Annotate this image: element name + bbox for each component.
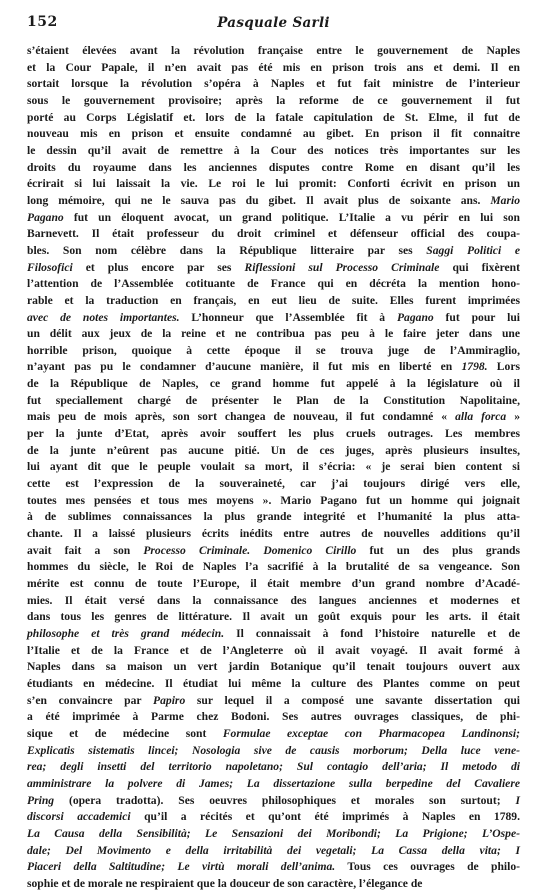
text-segment: mais peu de mois après, son sort changea de nouveau, il fut condamné « [27, 410, 456, 424]
text-line [27, 743, 520, 760]
text-segment: chante. Il a laissé plusieurs écrits inédits entre autres de nouvelles additions qu’il [27, 527, 520, 541]
text-line [27, 443, 520, 460]
italic-segment: Riflessioni sul Processo Criminale [244, 260, 440, 274]
italic-segment: Pring [27, 793, 55, 807]
page-number: 152 [27, 14, 58, 30]
text-line [27, 826, 520, 843]
text-segment: a été imprimée à Parme chez Bodoni. Ses autres ouvrages classiques, de phi- [27, 710, 520, 724]
text-line [27, 709, 520, 726]
text-line [27, 176, 520, 193]
text-segment: fut speciallement chargé de présenter le Plan de la Constitution Napolitaine, [27, 393, 520, 407]
italic-segment: Saggi Politici e [426, 243, 520, 257]
text-line [27, 326, 520, 343]
italic-segment: I [515, 793, 520, 807]
text-segment: rable et la traduction en français, en eut lieu de suite. Elles furent imprimées [27, 293, 520, 307]
italic-segment: 1798. [461, 360, 488, 374]
text-line [27, 843, 520, 860]
text-segment: un délit aux jeux de la reine et ne contribua pas peu à le faire jeter dans une [27, 327, 520, 341]
text-segment: de la junte n’eûrent pas aucune pitié. Un de ces juges, après plusieurs insultes, [27, 443, 520, 457]
italic-segment: discorsi accademici [27, 810, 131, 824]
text-segment: dans tous les genres de littérature. Il avait un goût exquis pour les arts. il était [27, 610, 520, 624]
text-line [27, 60, 520, 77]
text-segment: Il connaissait à fond l’histoire naturelle et de [224, 626, 520, 640]
text-segment: sique et de médecine sont [27, 726, 223, 740]
text-line [27, 243, 520, 260]
text-line [27, 676, 520, 693]
text-line [27, 76, 520, 93]
italic-segment: Explicatis sistematis lincei; Nosologia sive de causis morborum; Della luce vene- [27, 743, 520, 757]
italic-segment: philosophe et très grand médecin. [27, 626, 225, 640]
italic-segment: Mario [490, 193, 520, 207]
body-text [27, 43, 520, 892]
text-segment: sous le gouvernement provisoire; après la reforme de ce gouvernement il fut [27, 93, 520, 107]
text-segment: fut un des plus grands [356, 543, 520, 557]
italic-segment: Piaceri della Saltitudine; Le virtù morali dell’anima. [27, 860, 336, 874]
text-line [27, 643, 520, 660]
italic-segment: Pagano [396, 310, 434, 324]
text-segment: qu’il a récités et qu’ont été imprimés à Naples en 1789. [130, 810, 520, 824]
text-line [27, 459, 520, 476]
text-line [27, 43, 520, 60]
text-line [27, 293, 520, 310]
text-line [27, 626, 520, 643]
text-segment: sur lequel il a composé une savante dissertation qui [185, 693, 520, 707]
text-segment: l’attention de l’Assemblée cotituante de France qui en décréta la mention hono- [27, 277, 520, 291]
text-segment: s’en convaincre par [27, 693, 154, 707]
text-line [27, 693, 520, 710]
text-segment: Lors [487, 360, 520, 374]
text-line [27, 659, 520, 676]
text-line [27, 859, 520, 876]
text-segment: étudiants en médecine. Il étudiat lui même la culture des Plantes comme on peut [27, 676, 520, 690]
text-segment: cette est l’expression de la souveraineté, car j’ai toujours dirigé vers elle, [27, 477, 520, 491]
text-segment: s’étaient élevées avant la révolution française entre le gouvernement de Naples [27, 44, 520, 57]
text-segment: bles. Son nom célèbre dans la République litteraire par ses [27, 243, 427, 257]
text-segment: fut un éloquent avocat, un grand politique. L’Italie a vu périr en lui son [63, 210, 520, 224]
text-segment: Tous ces ouvrages de philo- [335, 860, 521, 874]
text-line [27, 226, 520, 243]
text-segment: lui ayant dit que le peuple voulait sa mort, il s’écria: « je serai bien content si [27, 460, 520, 474]
text-segment: et la Cour Papale, il n’en avait pas été mis en prison trois ans et demi. Il en [27, 60, 520, 74]
text-line [27, 260, 520, 277]
text-segment: per la junte d’Etat, après avoir souffert les plus cruels outrages. Les membres [27, 427, 520, 441]
text-segment: qui fixèrent [439, 260, 520, 274]
text-segment: nouveau mis en prison et ensuite condamné au gibet. En prison il fit connaitre [27, 127, 520, 141]
text-line [27, 110, 520, 127]
text-line [27, 726, 520, 743]
text-segment: n’ayant pas pu le condamner d’aucune manière, il fut mis en liberté en [27, 360, 462, 374]
text-line [27, 426, 520, 443]
text-line [27, 609, 520, 626]
text-line [27, 193, 520, 210]
text-segment: » [506, 410, 521, 424]
text-line [27, 393, 520, 410]
text-segment: toutes mes pensées et tous mes moyens ». Mario Pagano fut un homme qui joignait [27, 493, 520, 507]
text-segment: mies. Il était versé dans la connaissance des langues anciennes et modernes et [27, 593, 520, 607]
italic-segment: avec de notes importantes. [27, 310, 180, 324]
text-segment: (opera tradotta). Ses oeuvres philosophiques et morales son surtout; [54, 793, 516, 807]
italic-segment: Pagano [27, 210, 64, 224]
text-line [27, 126, 520, 143]
text-line [27, 509, 520, 526]
text-segment: de la République de Naples, ce grand homme fut appelé à la législature où il [27, 377, 520, 391]
text-segment: écrirait si lui laissait la vie. Le roi le lui promit: Conforti écrivit en prison un [27, 177, 520, 191]
text-line [27, 576, 520, 593]
italic-segment: Processo Criminale. Domenico Cirillo [143, 543, 357, 557]
italic-segment: Formulae exceptae con Pharmacopea Landinonsi; [222, 726, 520, 740]
text-segment: l’Italie et de la France et de l’Angleterre où il avait voyagé. Il avait formé à [27, 643, 520, 657]
text-segment: Barnevett. Il était professeur du droit criminel et défenseur official des coupa- [27, 227, 520, 241]
text-segment: et plus encore par ses [72, 260, 245, 274]
text-segment: sophie et de morale ne respiraient que la douceur de son caractère, l’élegance de [27, 876, 423, 890]
text-segment: hommes du siècle, le Roi de Naples l’a sacrifié à la brutalité de sa vengeance. Son [27, 560, 520, 574]
text-line [27, 759, 520, 776]
text-line [27, 310, 520, 327]
text-line [27, 276, 520, 293]
text-line [27, 160, 520, 177]
text-line [27, 409, 520, 426]
italic-segment: alla forca [455, 410, 507, 424]
running-title: Pasquale Sarli [217, 15, 330, 31]
text-line [27, 359, 520, 376]
text-segment: droits du royaume dans les anciennes disputes contre Rome en disant qu’il les [27, 160, 520, 174]
text-line [27, 793, 520, 810]
text-segment: Naples dans sa maison un vert jardin Botanique qu’il tenait toujours ouvert aux [27, 660, 520, 674]
text-line [27, 559, 520, 576]
text-line [27, 343, 520, 360]
text-line [27, 210, 520, 227]
italic-segment: amministrare la polvere di James; La dissertazione sulla berpedine del Cavaliere [27, 776, 520, 790]
text-line [27, 476, 520, 493]
text-segment: L’honneur que l’Assemblée fit à [179, 310, 397, 324]
text-segment: horrible prison, quoique à cette époque il se trouva juge de l’Ammiraglio, [27, 343, 520, 357]
text-line [27, 376, 520, 393]
text-segment: fut pour lui [433, 310, 520, 324]
text-segment: mérite est connu de toute l’Europe, il était membre d’un grand nombre d’Acadé- [27, 577, 520, 590]
text-segment: porté au Corps Législatif et. lors de la fatale capitulation de St. Elme, il fut de [27, 110, 520, 124]
italic-segment: La Causa della Sensibilità; Le Sensazioni dei Moribondi; La Prigione; L’Ospe- [27, 826, 520, 840]
text-line [27, 776, 520, 793]
italic-segment: Papiro [153, 693, 186, 707]
page-header [27, 14, 520, 36]
text-line [27, 593, 520, 610]
text-line [27, 809, 520, 826]
text-line [27, 493, 520, 510]
text-line [27, 526, 520, 543]
text-segment: à de sublimes connaissances la plus grande integrité et l’humanité la plus atta- [27, 510, 520, 524]
text-line [27, 543, 520, 560]
italic-segment: rea; degli insetti del territorio napoletano; Sul contagio dell’aria; Il metodo di [27, 760, 520, 774]
text-line [27, 93, 520, 110]
italic-segment: Filosofici [27, 260, 73, 274]
text-segment: sortait lorsque la révolution s’opéra à Naples et fut fait ministre de l’interieur [27, 77, 520, 91]
text-line [27, 143, 520, 160]
text-line [27, 876, 520, 892]
text-segment: le dessin qu’il avait de remettre à la Cour des notices très importantes sur les [27, 143, 520, 157]
text-segment: long mémoire, qui ne le sauva pas du gibet. Il avait plus de soixante ans. [27, 193, 491, 207]
text-segment: avait fait a son [27, 543, 144, 557]
book-page [27, 14, 520, 892]
italic-segment: dale; Del Movimento e della irritabilità dei vegetali; La Cassa della vita; I [27, 843, 520, 857]
